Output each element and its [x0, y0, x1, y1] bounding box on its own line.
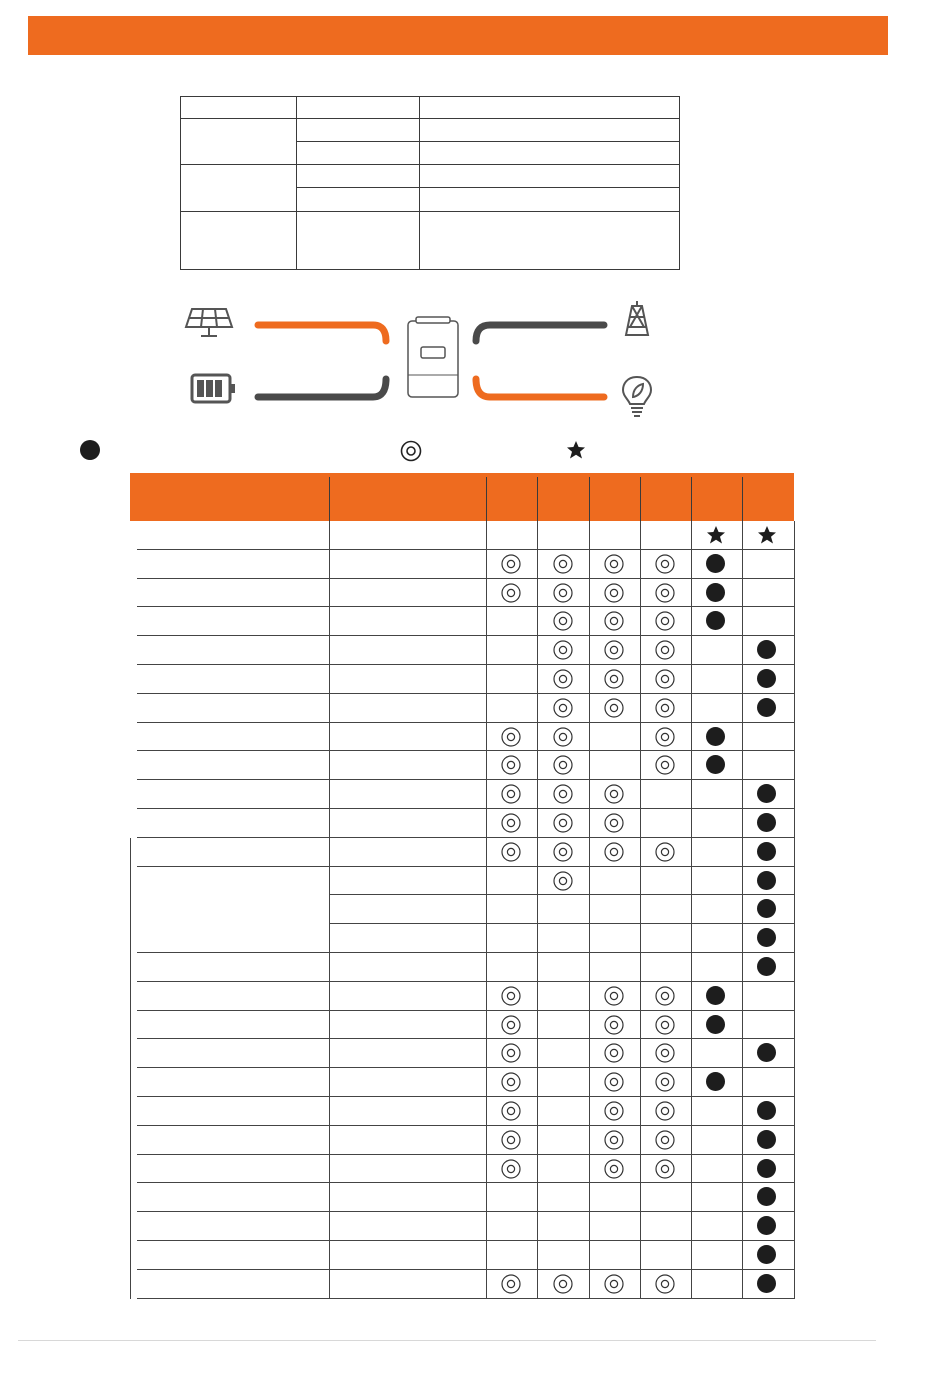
table-row: [130, 924, 795, 953]
ring-icon: [604, 554, 624, 574]
ring-icon: [604, 1159, 624, 1179]
filled-dot-icon: [757, 957, 777, 977]
filled-dot-icon: [706, 986, 726, 1006]
table-row: [130, 694, 795, 723]
ring-icon: [655, 1043, 675, 1063]
ring-icon: [501, 842, 521, 862]
legend-ring-icon: [400, 440, 422, 462]
ring-icon: [655, 727, 675, 747]
filled-dot-icon: [757, 871, 777, 891]
ring-icon: [604, 1043, 624, 1063]
table-row: [130, 1097, 795, 1126]
table-row: [130, 751, 795, 780]
table-row: [130, 838, 795, 867]
filled-dot-icon: [706, 755, 726, 775]
ring-icon: [655, 1159, 675, 1179]
ring-icon: [501, 1101, 521, 1121]
ring-icon: [553, 640, 573, 660]
filled-dot-icon: [706, 1072, 726, 1092]
filled-dot-icon: [757, 640, 777, 660]
filled-dot-icon: [706, 583, 726, 603]
ring-icon: [655, 640, 675, 660]
legend-star-icon: [566, 440, 586, 460]
ring-icon: [655, 669, 675, 689]
filled-dot-icon: [706, 554, 726, 574]
ring-icon: [501, 1274, 521, 1294]
ring-icon: [604, 698, 624, 718]
spec-table: [180, 96, 680, 270]
eco-bulb-icon: [623, 377, 651, 416]
ring-icon: [604, 1274, 624, 1294]
ring-icon: [655, 554, 675, 574]
ring-icon: [553, 1274, 573, 1294]
header-bar: [28, 16, 888, 55]
ring-icon: [501, 1159, 521, 1179]
table-row: [130, 1183, 795, 1212]
ring-icon: [501, 1072, 521, 1092]
solar-panel-icon: [186, 309, 232, 336]
ring-icon: [553, 871, 573, 891]
table-row: [130, 982, 795, 1011]
ring-icon: [655, 1130, 675, 1150]
ring-icon: [655, 611, 675, 631]
filled-dot-icon: [757, 1101, 777, 1121]
ring-icon: [655, 1072, 675, 1092]
ring-icon: [501, 1043, 521, 1063]
table-row: [130, 867, 795, 896]
ring-icon: [501, 554, 521, 574]
ring-icon: [553, 727, 573, 747]
ring-icon: [604, 986, 624, 1006]
ring-icon: [501, 727, 521, 747]
energy-flow-diagram: [180, 295, 680, 425]
ring-icon: [501, 1130, 521, 1150]
ring-icon: [553, 669, 573, 689]
table-row: [130, 780, 795, 809]
ring-icon: [553, 784, 573, 804]
ring-icon: [655, 755, 675, 775]
legend: [0, 440, 950, 464]
table-row: [130, 1068, 795, 1097]
table-row: [130, 809, 795, 838]
ring-icon: [553, 583, 573, 603]
table-row: [130, 953, 795, 982]
filled-dot-icon: [757, 1159, 777, 1179]
ring-icon: [604, 784, 624, 804]
filled-dot-icon: [757, 1245, 777, 1265]
table-row: [130, 607, 795, 636]
ring-icon: [501, 784, 521, 804]
filled-dot-icon: [757, 1130, 777, 1150]
table-row: [130, 1155, 795, 1184]
ring-icon: [553, 554, 573, 574]
table-row: [130, 521, 795, 550]
ring-icon: [604, 842, 624, 862]
inverter-unit: [408, 317, 458, 397]
oil-rig-icon: [626, 301, 648, 335]
filled-dot-icon: [757, 1187, 777, 1207]
ring-icon: [655, 1274, 675, 1294]
filled-dot-icon: [757, 669, 777, 689]
filled-dot-icon: [757, 928, 777, 948]
ring-icon: [604, 583, 624, 603]
solar-link: [258, 325, 386, 341]
filled-dot-icon: [757, 899, 777, 919]
battery-icon: [192, 375, 235, 402]
filled-dot-icon: [706, 611, 726, 631]
ring-icon: [501, 986, 521, 1006]
filled-dot-icon: [757, 1216, 777, 1236]
filled-dot-icon: [757, 813, 777, 833]
filled-dot-icon: [757, 842, 777, 862]
ring-icon: [501, 813, 521, 833]
filled-dot-icon: [757, 784, 777, 804]
ring-icon: [604, 1015, 624, 1035]
ring-icon: [501, 583, 521, 603]
ring-icon: [655, 1101, 675, 1121]
ring-icon: [604, 813, 624, 833]
ring-icon: [655, 1015, 675, 1035]
filled-dot-icon: [757, 1274, 777, 1294]
filled-dot-icon: [706, 1015, 726, 1035]
ring-icon: [604, 611, 624, 631]
ring-icon: [604, 1072, 624, 1092]
ring-icon: [655, 986, 675, 1006]
ring-icon: [604, 1101, 624, 1121]
ring-icon: [553, 611, 573, 631]
table-row: [130, 1126, 795, 1155]
star-icon: [757, 525, 777, 545]
table-row: [130, 1011, 795, 1040]
table-header: [130, 473, 794, 521]
ring-icon: [604, 1130, 624, 1150]
load-link: [476, 379, 604, 397]
ring-icon: [655, 698, 675, 718]
table-row: [130, 1039, 795, 1068]
footer-divider: [18, 1340, 876, 1341]
ring-icon: [604, 640, 624, 660]
ring-icon: [655, 583, 675, 603]
ring-icon: [604, 669, 624, 689]
table-row: [130, 1270, 795, 1299]
ring-icon: [501, 755, 521, 775]
ring-icon: [553, 842, 573, 862]
star-icon: [706, 525, 726, 545]
ring-icon: [553, 698, 573, 718]
ring-icon: [655, 842, 675, 862]
grid-link: [476, 325, 604, 341]
filled-dot-icon: [757, 698, 777, 718]
ring-icon: [553, 755, 573, 775]
table-row: [130, 550, 795, 579]
ring-icon: [553, 813, 573, 833]
table-row: [130, 579, 795, 608]
filled-dot-icon: [706, 727, 726, 747]
table-row: [130, 1241, 795, 1270]
table-row: [130, 723, 795, 752]
table-row: [130, 636, 795, 665]
ring-icon: [501, 1015, 521, 1035]
battery-link: [258, 379, 386, 397]
table-row: [130, 665, 795, 694]
filled-dot-icon: [757, 1043, 777, 1063]
table-row: [130, 1212, 795, 1241]
table-row: [130, 895, 795, 924]
